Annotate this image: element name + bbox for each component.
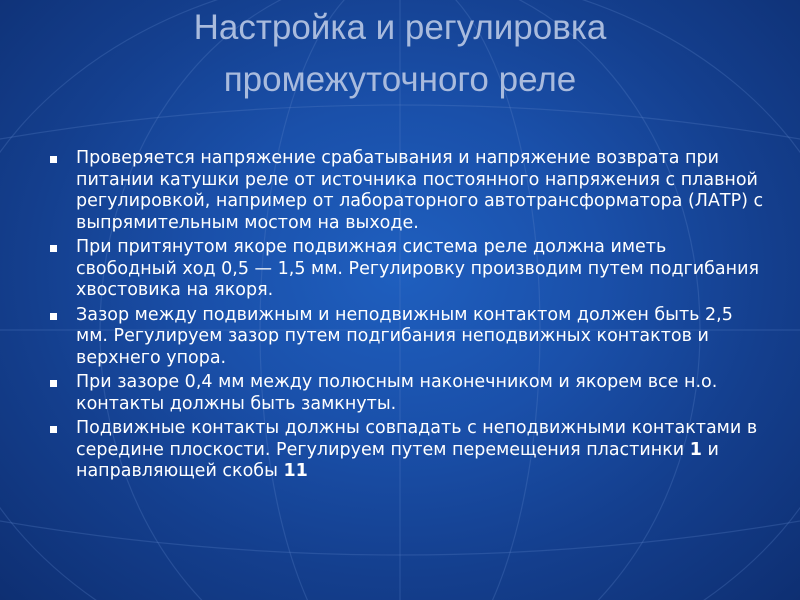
plate-number: 1	[689, 439, 702, 460]
square-bullet-icon	[50, 313, 57, 320]
bullet-item-5	[48, 418, 768, 483]
bullet-text-5-part-1: Подвижные контакты должны совпадать с неподвижными контактами в середине плоскости. Регулируем путем перемещения пластинки	[76, 418, 758, 460]
square-bullet-icon	[50, 426, 57, 433]
slide-title-line-1: Настройка и регулировка	[193, 8, 607, 47]
bullet-item-4	[48, 372, 768, 415]
slide-title-line-2: промежуточного реле	[223, 60, 577, 99]
bullet-item-1	[48, 148, 768, 234]
square-bullet-icon	[50, 156, 57, 163]
bullet-text-2: При притянутом якоре подвижная система реле должна иметь свободный ход 0,5 — 1,5 мм. Регулировку производим путем подгибания хвостовика на якоря.	[76, 237, 759, 300]
bullet-text-5-part-2: и направляющей скобы	[76, 439, 719, 481]
bullet-text-5	[76, 418, 757, 481]
slide-title	[60, 2, 740, 106]
bullet-item-2	[48, 237, 768, 302]
bracket-number: 11	[283, 461, 308, 481]
square-bullet-icon	[50, 245, 57, 252]
bullet-text-1: Проверяется напряжение срабатывания и напряжение возврата при питании катушки реле от источника постоянного напряжения с плавной регулировкой, например от лабораторного автотрансформатора (ЛАТР) с выпрямительным мостом на выходе.	[76, 148, 764, 233]
bullet-text-4: При зазоре 0,4 мм между полюсным наконечником и якорем все н.о. контакты должны быть замкнуты.	[76, 372, 718, 414]
bullet-list	[48, 148, 768, 486]
bullet-text-3: Зазор между подвижным и неподвижным контактом должен быть 2,5 мм. Регулируем зазор путем подгибания неподвижных контактов и верхнего упора.	[76, 304, 733, 368]
square-bullet-icon	[50, 380, 57, 387]
bullet-item-3	[48, 305, 768, 370]
